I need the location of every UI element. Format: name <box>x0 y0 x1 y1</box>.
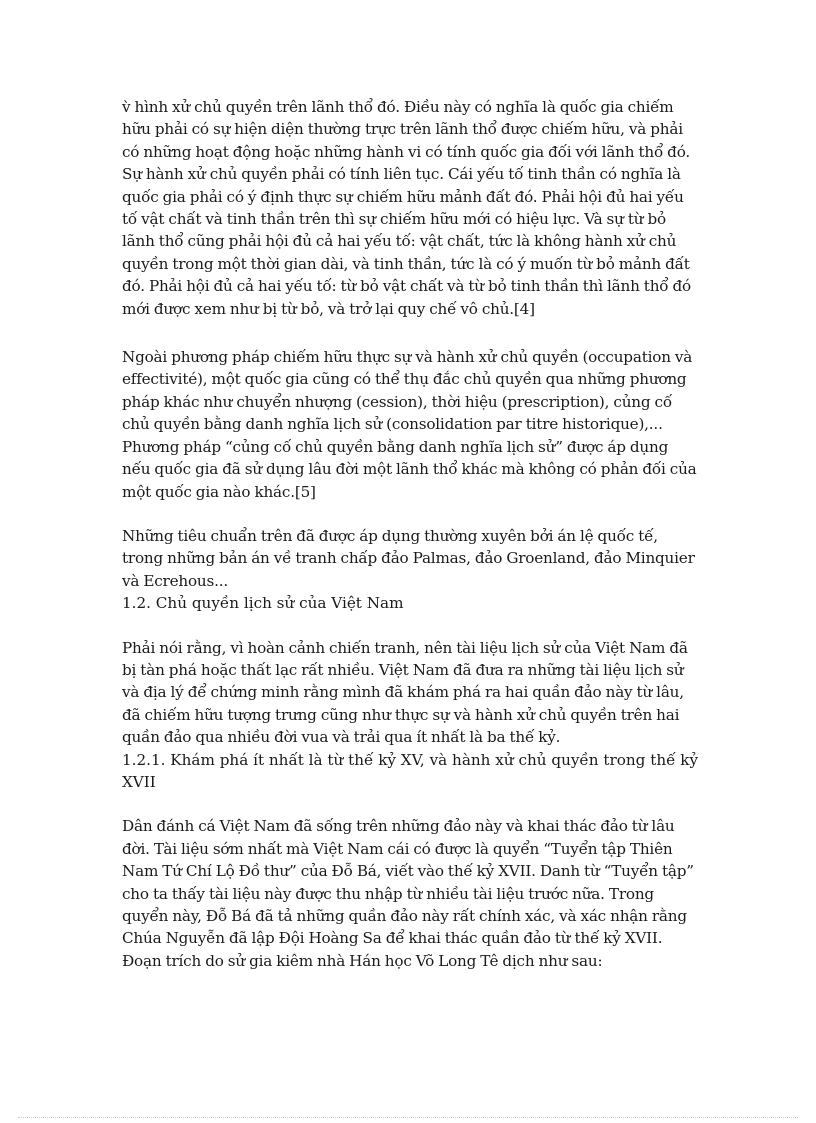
paragraph-acquisition-methods: Ngoài phương pháp chiếm hữu thực sự và hành xử chủ quyền (occupation và effectivité), một quốc gia cũng có thể thụ đắc chủ quyền qua những phương pháp khác như chuyển nhượng (cession), thời hiệu (prescription), củng cố chủ quyền bằng danh nghĩa lịch sử (consolidation par titre historique),... Phương pháp “củng cố chủ quyền bằng danh nghĩa lịch sử” được áp dụng nếu quốc gia đã sử dụng lâu đời một lãnh thổ khác mà không có phản đối của một quốc gia nào khác.[5] <box>122 348 697 501</box>
subsection-heading: 1.2.1. Khám phá ít nhất là từ thế kỷ XV, và hành xử chủ quyền trong thế kỷ XVII <box>122 750 699 791</box>
section-heading: 1.2. Chủ quyền lịch sử của Việt Nam <box>122 594 404 613</box>
paragraph-discovery: Dân đánh cá Việt Nam đã sống trên những đảo này và khai thác đảo từ lâu đời. Tài liệu sớm nhất mà Việt Nam cái có được là quyển “Tuyển tập Thiên Nam Tứ Chí Lộ Đồ thư” của Đỗ Bá, viết vào thế kỷ XVII. Danh từ “Tuyển tập” cho ta thấy tài liệu này được thu nhập từ nhiều tài liệu trước nữa. Trong quyển này, Đỗ Bá đã tả những quần đảo này rất chính xác, và xác nhận rằng Chúa Nguyễn đã lập Đội Hoàng Sa để khai thác quần đảo từ thế kỷ XVII. Đoạn trích do sử gia kiêm nhà Hán học Võ Long Tê dịch như sau: <box>122 817 694 970</box>
paragraph-historical-documents: Phải nói rằng, vì hoàn cảnh chiến tranh, nên tài liệu lịch sử của Việt Nam đã bị tàn phá hoặc thất lạc rất nhiều. Việt Nam đã đưa ra những tài liệu lịch sử và địa lý để chứng minh rằng mình đã khám phá ra hai quần đảo này từ lâu, đã chiếm hữu tượng trưng cũng như thực sự và hành xử chủ quyền trên hai quần đảo qua nhiều đời vua và trải qua ít nhất là ba thế kỷ. <box>122 638 688 747</box>
paragraph-international-precedent: Những tiêu chuẩn trên đã được áp dụng thường xuyên bởi án lệ quốc tế, trong những bản án về tranh chấp đảo Palmas, đảo Groenland, đảo Minquier và Ecrehous... <box>122 526 695 590</box>
paragraph-occupation-conditions: v̀ hình xử chủ quyền trên lãnh thổ đó. Điều này có nghĩa là quốc gia chiếm hữu phải có sự hiện diện thường trực trên lãnh thổ được chiếm hữu, và phải có những hoạt động hoặc những hành vi có tính quốc gia đối với lãnh thổ đó. Sự hành xử chủ quyền phải có tính liên tục. Cái yếu tố tinh thần có nghĩa là quốc gia phải có ý định thực sự chiếm hữu mảnh đất đó. Phải hội đủ hai yếu tố vật chất và tinh thần trên thì sự chiếm hữu mới có hiệu lực. Và sự từ bỏ lãnh thổ cũng phải hội đủ cả hai yếu tố: vật chất, tức là không hành xử chủ quyền trong một thời gian dài, và tinh thần, tức là có ý muốn từ bỏ mảnh đất đó. Phải hội đủ cả hai yếu tố: từ bỏ vật chất và từ bỏ tinh thần thì lãnh thổ đó mới được xem như bị từ bỏ, và trở lại quy chế vô chủ.[4] <box>122 98 691 318</box>
document-page <box>122 96 700 972</box>
page-bottom-divider <box>18 1117 798 1118</box>
